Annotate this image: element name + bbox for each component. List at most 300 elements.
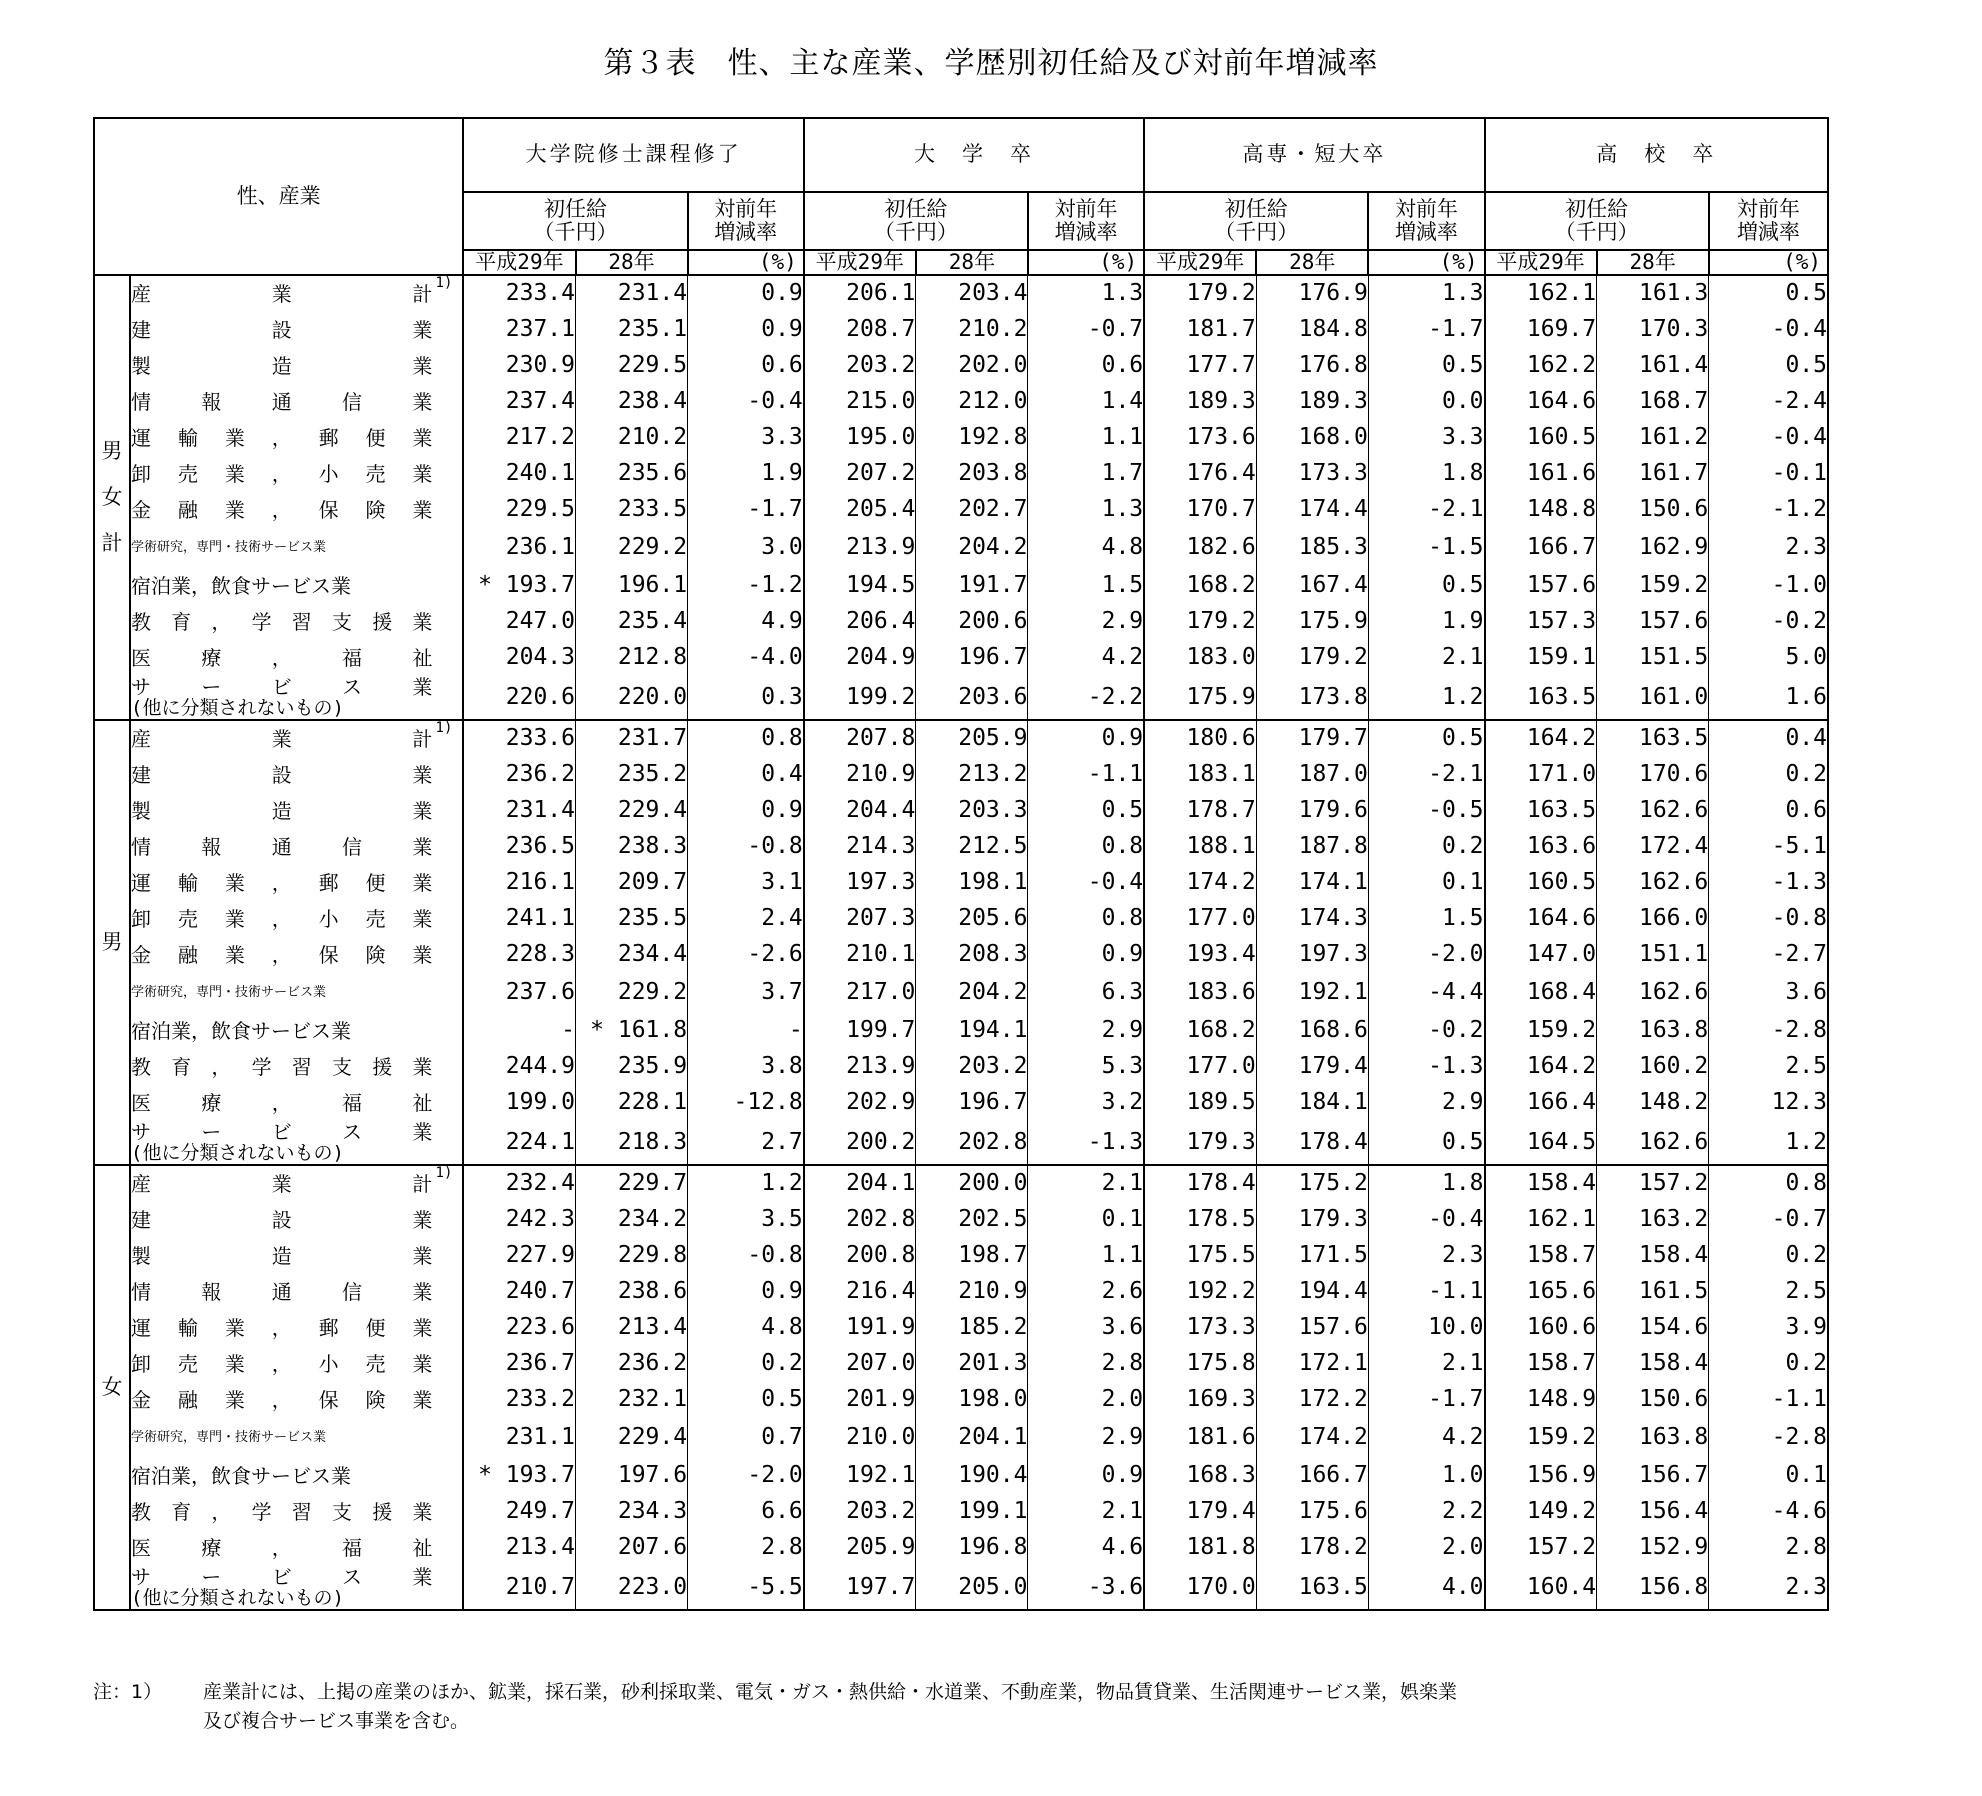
- table-row: [94, 1418, 1828, 1458]
- value-cell: -0.4: [688, 384, 804, 420]
- value-cell: 191.9: [804, 1310, 916, 1346]
- value-cell: 212.0: [916, 384, 1028, 420]
- value-cell: -1.0: [1709, 568, 1828, 604]
- value-cell: 216.1: [463, 865, 575, 901]
- value-cell: 173.3: [1256, 456, 1368, 492]
- value-cell: 156.7: [1597, 1458, 1709, 1494]
- value-cell: 162.1: [1485, 275, 1597, 312]
- value-cell: 179.4: [1256, 1049, 1368, 1085]
- table-row: [94, 1049, 1828, 1085]
- value-cell: 2.0: [1028, 1382, 1144, 1418]
- value-cell: 203.8: [916, 456, 1028, 492]
- value-cell: 224.1: [463, 1121, 575, 1165]
- value-cell: 0.9: [1028, 1458, 1144, 1494]
- industry-name: 情報通信業: [131, 834, 433, 859]
- value-cell: 179.2: [1256, 640, 1368, 676]
- value-cell: 4.8: [1028, 528, 1144, 568]
- value-cell: 223.6: [463, 1310, 575, 1346]
- value-cell: 178.2: [1256, 1530, 1368, 1566]
- value-cell: 181.7: [1144, 312, 1256, 348]
- industry-label: [130, 1458, 463, 1494]
- value-cell: 201.3: [916, 1346, 1028, 1382]
- industry-name: 卸売業，小売業: [131, 462, 433, 487]
- value-cell: -4.0: [688, 640, 804, 676]
- table-row: [94, 1382, 1828, 1418]
- value-cell: 213.4: [463, 1530, 575, 1566]
- value-cell: 158.7: [1485, 1238, 1597, 1274]
- value-cell: 154.6: [1597, 1310, 1709, 1346]
- value-cell: 185.3: [1256, 528, 1368, 568]
- value-cell: 174.2: [1144, 865, 1256, 901]
- value-cell: 0.7: [688, 1418, 804, 1458]
- value-cell: 0.2: [1709, 1238, 1828, 1274]
- industry-label: [130, 1085, 463, 1121]
- value-cell: 151.5: [1597, 640, 1709, 676]
- value-cell: 212.5: [916, 829, 1028, 865]
- value-cell: -2.1: [1368, 757, 1484, 793]
- value-cell: 162.6: [1597, 1121, 1709, 1165]
- value-cell: 236.1: [463, 528, 575, 568]
- value-cell: 1.0: [1368, 1458, 1484, 1494]
- value-cell: 168.6: [1256, 1013, 1368, 1049]
- value-cell: 192.1: [804, 1458, 916, 1494]
- value-cell: -0.4: [1709, 312, 1828, 348]
- value-cell: 156.4: [1597, 1494, 1709, 1530]
- footnote-marker: 1): [435, 1164, 453, 1181]
- value-cell: 199.1: [916, 1494, 1028, 1530]
- value-cell: 2.6: [1028, 1274, 1144, 1310]
- value-cell: 0.5: [1368, 568, 1484, 604]
- table-row: [94, 528, 1828, 568]
- change-header: 対前年 増減率: [688, 192, 804, 250]
- value-cell: 175.5: [1144, 1238, 1256, 1274]
- value-cell: 166.7: [1485, 528, 1597, 568]
- industry-name: 運輸業，郵便業: [131, 1315, 433, 1340]
- value-cell: 2.7: [688, 1121, 804, 1165]
- industry-name: 運輸業，郵便業: [131, 870, 433, 895]
- value-cell: 213.9: [804, 1049, 916, 1085]
- value-cell: 2.1: [1368, 1346, 1484, 1382]
- value-cell: 202.9: [804, 1085, 916, 1121]
- industry-label: [130, 275, 463, 312]
- value-cell: 0.3: [688, 676, 804, 720]
- value-cell: 169.7: [1485, 312, 1597, 348]
- value-cell: 170.7: [1144, 492, 1256, 528]
- change-header: 対前年 増減率: [1368, 192, 1484, 250]
- industry-name: 製造業: [131, 798, 433, 823]
- value-cell: 205.4: [804, 492, 916, 528]
- value-cell: 163.6: [1485, 829, 1597, 865]
- value-cell: 203.2: [804, 348, 916, 384]
- value-cell: 233.5: [576, 492, 688, 528]
- percent-header: (%): [1709, 250, 1828, 275]
- value-cell: 2.1: [1368, 640, 1484, 676]
- value-cell: -4.4: [1368, 973, 1484, 1013]
- value-cell: 158.4: [1485, 1165, 1597, 1202]
- value-cell: 156.8: [1597, 1566, 1709, 1610]
- value-cell: 229.5: [463, 492, 575, 528]
- value-cell: -0.5: [1368, 793, 1484, 829]
- value-cell: 235.4: [576, 604, 688, 640]
- value-cell: 159.2: [1485, 1013, 1597, 1049]
- value-cell: 204.2: [916, 973, 1028, 1013]
- table-body: [94, 275, 1828, 1610]
- value-cell: -1.2: [1709, 492, 1828, 528]
- value-cell: 175.8: [1144, 1346, 1256, 1382]
- value-cell: 1.1: [1028, 1238, 1144, 1274]
- value-cell: 236.5: [463, 829, 575, 865]
- value-cell: 170.0: [1144, 1566, 1256, 1610]
- value-cell: 179.6: [1256, 793, 1368, 829]
- industry-label: [130, 604, 463, 640]
- value-cell: 2.1: [1028, 1165, 1144, 1202]
- year-2017-header: 平成29年: [804, 250, 916, 275]
- industry-name: サービス業: [131, 676, 433, 700]
- value-cell: 214.3: [804, 829, 916, 865]
- table-row: [94, 1566, 1828, 1610]
- value-cell: 174.2: [1256, 1418, 1368, 1458]
- value-cell: 230.9: [463, 348, 575, 384]
- value-cell: -0.4: [1028, 865, 1144, 901]
- table-row: [94, 312, 1828, 348]
- table-row: [94, 456, 1828, 492]
- value-cell: 159.2: [1485, 1418, 1597, 1458]
- value-cell: 192.2: [1144, 1274, 1256, 1310]
- value-cell: 183.1: [1144, 757, 1256, 793]
- value-cell: 148.8: [1485, 492, 1597, 528]
- value-cell: 204.9: [804, 640, 916, 676]
- value-cell: -2.8: [1709, 1418, 1828, 1458]
- value-cell: 12.3: [1709, 1085, 1828, 1121]
- value-cell: 213.2: [916, 757, 1028, 793]
- industry-label: [130, 793, 463, 829]
- year-2016-header: 28年: [916, 250, 1028, 275]
- value-cell: 229.2: [576, 528, 688, 568]
- industry-name: 宿泊業，飲食サービス業: [131, 1018, 352, 1043]
- value-cell: 163.5: [1256, 1566, 1368, 1610]
- value-cell: 161.6: [1485, 456, 1597, 492]
- industry-name: 産業計: [131, 282, 433, 307]
- industry-label: [130, 640, 463, 676]
- value-cell: 218.3: [576, 1121, 688, 1165]
- value-cell: 200.0: [916, 1165, 1028, 1202]
- value-cell: -1.3: [1709, 865, 1828, 901]
- value-cell: 188.1: [1144, 829, 1256, 865]
- value-cell: 3.5: [688, 1202, 804, 1238]
- value-cell: 161.2: [1597, 420, 1709, 456]
- value-cell: 177.0: [1144, 1049, 1256, 1085]
- value-cell: 170.6: [1597, 757, 1709, 793]
- value-cell: 202.8: [804, 1202, 916, 1238]
- value-cell: 162.6: [1597, 865, 1709, 901]
- industry-label: [130, 973, 463, 1013]
- value-cell: 2.5: [1709, 1274, 1828, 1310]
- industry-label: [130, 1566, 463, 1610]
- industry-name: 学術研究，専門・技術サービス業: [131, 984, 327, 1000]
- value-cell: -5.1: [1709, 829, 1828, 865]
- value-cell: 157.2: [1597, 1165, 1709, 1202]
- value-cell: 158.7: [1485, 1346, 1597, 1382]
- value-cell: 172.2: [1256, 1382, 1368, 1418]
- value-cell: 185.2: [916, 1310, 1028, 1346]
- value-cell: 171.0: [1485, 757, 1597, 793]
- value-cell: 3.6: [1709, 973, 1828, 1013]
- value-cell: 231.4: [463, 793, 575, 829]
- value-cell: 207.2: [804, 456, 916, 492]
- year-2017-header: 平成29年: [1485, 250, 1597, 275]
- value-cell: 3.3: [688, 420, 804, 456]
- value-cell: 197.3: [1256, 937, 1368, 973]
- value-cell: 2.3: [1368, 1238, 1484, 1274]
- industry-name: 建設業: [131, 1207, 433, 1232]
- value-cell: 168.4: [1485, 973, 1597, 1013]
- industry-subname: (他に分類されないもの): [131, 697, 344, 720]
- industry-label: [130, 1121, 463, 1165]
- table-row: [94, 937, 1828, 973]
- value-cell: 158.4: [1597, 1346, 1709, 1382]
- value-cell: 2.8: [1028, 1346, 1144, 1382]
- value-cell: -0.4: [1709, 420, 1828, 456]
- value-cell: 6.3: [1028, 973, 1144, 1013]
- value-cell: 161.7: [1597, 456, 1709, 492]
- value-cell: 0.6: [688, 348, 804, 384]
- value-cell: 210.1: [804, 937, 916, 973]
- value-cell: -0.8: [688, 829, 804, 865]
- industry-label: [130, 1494, 463, 1530]
- industry-label: [130, 829, 463, 865]
- value-cell: 223.0: [576, 1566, 688, 1610]
- value-cell: * 161.8: [576, 1013, 688, 1049]
- footnote-line-2: 及び複合サービス事業を含む。: [203, 1710, 470, 1733]
- industry-label: [130, 1238, 463, 1274]
- value-cell: 237.4: [463, 384, 575, 420]
- industry-name: 宿泊業，飲食サービス業: [131, 1463, 352, 1488]
- group-header-high-school: 高 校 卒: [1485, 118, 1828, 192]
- value-cell: 199.0: [463, 1085, 575, 1121]
- value-cell: 177.7: [1144, 348, 1256, 384]
- value-cell: 187.0: [1256, 757, 1368, 793]
- value-cell: 162.6: [1597, 973, 1709, 1013]
- table-row: [94, 901, 1828, 937]
- table-row: [94, 1530, 1828, 1566]
- value-cell: -1.7: [688, 492, 804, 528]
- sex-label-total: 男 女 計: [94, 275, 130, 720]
- industry-label: [130, 720, 463, 757]
- industry-label: [130, 528, 463, 568]
- industry-label: [130, 1418, 463, 1458]
- value-cell: 163.8: [1597, 1013, 1709, 1049]
- value-cell: 217.0: [804, 973, 916, 1013]
- value-cell: 1.8: [1368, 1165, 1484, 1202]
- value-cell: 162.2: [1485, 348, 1597, 384]
- value-cell: 174.4: [1256, 492, 1368, 528]
- percent-header: (%): [1028, 250, 1144, 275]
- value-cell: -3.6: [1028, 1566, 1144, 1610]
- value-cell: 183.6: [1144, 973, 1256, 1013]
- value-cell: 160.5: [1485, 865, 1597, 901]
- industry-label: [130, 348, 463, 384]
- value-cell: 0.2: [688, 1346, 804, 1382]
- value-cell: 206.1: [804, 275, 916, 312]
- value-cell: 180.6: [1144, 720, 1256, 757]
- industry-name: 製造業: [131, 1243, 433, 1268]
- table-row: [94, 1121, 1828, 1165]
- value-cell: 190.4: [916, 1458, 1028, 1494]
- value-cell: 179.2: [1144, 275, 1256, 312]
- value-cell: 5.3: [1028, 1049, 1144, 1085]
- value-cell: 165.6: [1485, 1274, 1597, 1310]
- value-cell: * 193.7: [463, 1458, 575, 1494]
- table-row: [94, 829, 1828, 865]
- value-cell: 203.3: [916, 793, 1028, 829]
- corner-header: 性、産業: [94, 118, 463, 275]
- salary-table: [93, 117, 1829, 1611]
- value-cell: -0.8: [1709, 901, 1828, 937]
- value-cell: 0.2: [1709, 1346, 1828, 1382]
- value-cell: 168.2: [1144, 1013, 1256, 1049]
- value-cell: 0.9: [688, 793, 804, 829]
- value-cell: 203.2: [916, 1049, 1028, 1085]
- value-cell: 168.3: [1144, 1458, 1256, 1494]
- value-cell: 209.7: [576, 865, 688, 901]
- value-cell: 166.4: [1485, 1085, 1597, 1121]
- value-cell: 0.1: [1028, 1202, 1144, 1238]
- table-row: [94, 1165, 1828, 1202]
- salary-header: 初任給 （千円）: [1144, 192, 1368, 250]
- industry-name: 教育，学習支援業: [131, 1499, 433, 1524]
- value-cell: 160.4: [1485, 1566, 1597, 1610]
- value-cell: 10.0: [1368, 1310, 1484, 1346]
- value-cell: 213.9: [804, 528, 916, 568]
- value-cell: 157.2: [1485, 1530, 1597, 1566]
- value-cell: 179.3: [1256, 1202, 1368, 1238]
- value-cell: 175.6: [1256, 1494, 1368, 1530]
- table-row: [94, 420, 1828, 456]
- table-row: [94, 1274, 1828, 1310]
- value-cell: -0.8: [688, 1238, 804, 1274]
- value-cell: 178.4: [1256, 1121, 1368, 1165]
- industry-label: [130, 312, 463, 348]
- industry-name: 医療，福祉: [131, 1090, 433, 1115]
- value-cell: 0.8: [1709, 1165, 1828, 1202]
- footnote-marker: 1): [435, 719, 453, 736]
- value-cell: 232.4: [463, 1165, 575, 1202]
- footnote: [93, 1678, 1913, 1737]
- value-cell: 199.2: [804, 676, 916, 720]
- value-cell: 157.3: [1485, 604, 1597, 640]
- industry-name: 産業計: [131, 726, 433, 751]
- value-cell: 0.9: [688, 1274, 804, 1310]
- value-cell: 247.0: [463, 604, 575, 640]
- value-cell: 4.6: [1028, 1530, 1144, 1566]
- value-cell: -2.0: [1368, 937, 1484, 973]
- value-cell: 197.6: [576, 1458, 688, 1494]
- sex-label-male: 男: [94, 720, 130, 1165]
- value-cell: 159.2: [1597, 568, 1709, 604]
- value-cell: 148.2: [1597, 1085, 1709, 1121]
- value-cell: 227.9: [463, 1238, 575, 1274]
- value-cell: 182.6: [1144, 528, 1256, 568]
- value-cell: 200.2: [804, 1121, 916, 1165]
- value-cell: 4.8: [688, 1310, 804, 1346]
- value-cell: 179.7: [1256, 720, 1368, 757]
- value-cell: 212.8: [576, 640, 688, 676]
- value-cell: 0.5: [1028, 793, 1144, 829]
- table-row: [94, 1458, 1828, 1494]
- value-cell: 197.7: [804, 1566, 916, 1610]
- value-cell: -0.2: [1368, 1013, 1484, 1049]
- value-cell: 171.5: [1256, 1238, 1368, 1274]
- value-cell: 183.0: [1144, 640, 1256, 676]
- value-cell: 1.5: [1028, 568, 1144, 604]
- value-cell: 1.3: [1028, 492, 1144, 528]
- industry-name: 建設業: [131, 318, 433, 343]
- value-cell: -2.2: [1028, 676, 1144, 720]
- value-cell: 162.9: [1597, 528, 1709, 568]
- value-cell: 231.7: [576, 720, 688, 757]
- value-cell: 0.6: [1028, 348, 1144, 384]
- value-cell: 215.0: [804, 384, 916, 420]
- value-cell: -1.1: [1709, 1382, 1828, 1418]
- value-cell: 204.1: [916, 1418, 1028, 1458]
- value-cell: 176.8: [1256, 348, 1368, 384]
- industry-label: [130, 1013, 463, 1049]
- value-cell: 178.7: [1144, 793, 1256, 829]
- value-cell: 4.2: [1368, 1418, 1484, 1458]
- value-cell: 233.4: [463, 275, 575, 312]
- industry-label: [130, 492, 463, 528]
- industry-name: 金融業，保険業: [131, 942, 433, 967]
- value-cell: 0.5: [1368, 348, 1484, 384]
- value-cell: 163.8: [1597, 1418, 1709, 1458]
- value-cell: 158.4: [1597, 1238, 1709, 1274]
- value-cell: 166.7: [1256, 1458, 1368, 1494]
- value-cell: 203.4: [916, 275, 1028, 312]
- value-cell: 194.4: [1256, 1274, 1368, 1310]
- value-cell: 204.1: [804, 1165, 916, 1202]
- value-cell: 0.5: [688, 1382, 804, 1418]
- value-cell: 237.6: [463, 973, 575, 1013]
- value-cell: 216.4: [804, 1274, 916, 1310]
- value-cell: 157.6: [1256, 1310, 1368, 1346]
- footnote-line-1: 産業計には、上掲の産業のほか、鉱業，採石業，砂利採取業、電気・ガス・熱供給・水道業、不動産業，物品賃貸業、生活関連サービス業，娯楽業: [203, 1681, 1458, 1703]
- value-cell: 1.1: [1028, 420, 1144, 456]
- value-cell: -1.3: [1368, 1049, 1484, 1085]
- industry-label: [130, 865, 463, 901]
- value-cell: 205.0: [916, 1566, 1028, 1610]
- value-cell: -1.1: [1368, 1274, 1484, 1310]
- value-cell: 200.8: [804, 1238, 916, 1274]
- value-cell: 3.9: [1709, 1310, 1828, 1346]
- value-cell: 163.5: [1597, 720, 1709, 757]
- value-cell: 191.7: [916, 568, 1028, 604]
- value-cell: 175.2: [1256, 1165, 1368, 1202]
- value-cell: 234.4: [576, 937, 688, 973]
- value-cell: 0.9: [1028, 720, 1144, 757]
- value-cell: 200.6: [916, 604, 1028, 640]
- value-cell: 198.1: [916, 865, 1028, 901]
- value-cell: 229.4: [576, 1418, 688, 1458]
- value-cell: 166.0: [1597, 901, 1709, 937]
- industry-name: 建設業: [131, 762, 433, 787]
- value-cell: 195.0: [804, 420, 916, 456]
- value-cell: 184.8: [1256, 312, 1368, 348]
- value-cell: 175.9: [1256, 604, 1368, 640]
- value-cell: 229.2: [576, 973, 688, 1013]
- value-cell: 168.2: [1144, 568, 1256, 604]
- table-row: [94, 865, 1828, 901]
- value-cell: 164.2: [1485, 720, 1597, 757]
